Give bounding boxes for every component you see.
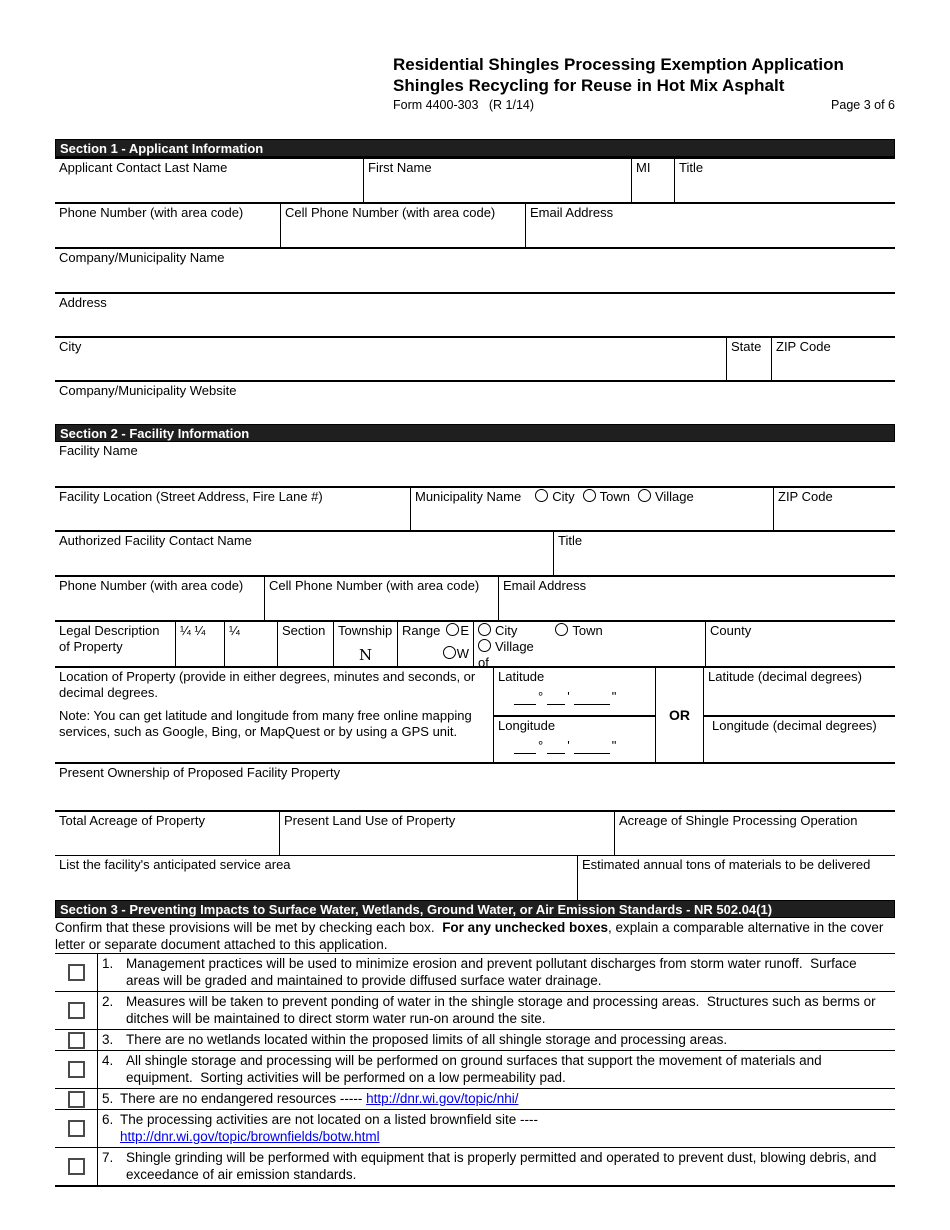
item-text-content: The processing activities are not located on a listed brownfield site ---- [120,1112,538,1127]
radio-icon [478,639,491,652]
item-text-content: There are no endangered resources ----- [120,1091,367,1106]
checklist-row [55,1029,895,1050]
field-service-area[interactable] [55,856,577,900]
radio-icon [535,489,548,502]
radio-label: Town [572,623,603,638]
intro-text: Confirm that these provisions will be met by checking each box. [55,920,443,935]
checkbox[interactable] [68,1002,85,1019]
radio-icon [638,489,651,502]
field-label: ¼ [229,623,240,638]
field-facility-contact-name[interactable] [55,532,553,575]
field-company-name[interactable] [55,249,895,292]
field-facility-name[interactable] [55,442,895,486]
checklist-text-cell [97,1051,895,1088]
form-number: Form 4400-303 (R 1/14) [393,98,535,112]
location-note: Note: You can get latitude and longitude from many free online mapping services, such as Google, Bing, or MapQuest or by using a GPS unit. [59,708,472,739]
field-longitude-decimal[interactable] [704,715,895,762]
checkbox[interactable] [68,1061,85,1078]
field-quarter[interactable] [224,622,277,666]
section3-items [55,953,895,1187]
page-header [55,0,895,139]
minute-symbol: ' [567,737,570,753]
radio-icon [583,489,596,502]
section1-header: Section 1 - Applicant Information [55,139,895,157]
field-label: State [731,339,762,354]
radio-label: Village [654,489,694,504]
item-text-content: Measures will be taken to prevent ponding of water in the shingle storage and processing areas. Structures such as berms or ditches will be maintained to direct storm water run-on around the site. [126,994,876,1026]
field-zip[interactable] [771,338,895,380]
radio-icon [555,623,568,636]
field-label: Facility Name [59,443,138,458]
field-facility-cell-phone[interactable] [264,577,498,620]
radio-label: W [456,646,469,661]
field-latitude-decimal[interactable] [704,668,895,715]
field-label: Present Ownership of Proposed Facility Property [59,765,341,780]
field-shingle-acreage[interactable] [614,812,895,855]
checklist-text-cell [97,1148,895,1185]
latitude-dms-blanks[interactable] [498,689,651,705]
item-number: 6. [102,1112,114,1127]
location-text: Location of Property (provide in either degrees, minutes and seconds, or decimal degrees. [59,669,476,700]
field-present-ownership[interactable] [55,764,895,810]
checklist-text-cell [97,954,895,991]
field-label: Phone Number (with area code) [59,205,244,220]
field-label: ZIP Code [776,339,831,354]
field-label: Municipality Name [415,489,522,504]
checkbox-cell [55,954,97,991]
checklist-text-cell [97,1089,895,1109]
checklist-text-cell [97,992,895,1029]
radio-label: Village [495,639,534,654]
field-label: Facility Location (Street Address, Fire Lane #) [59,489,323,504]
field-label: ZIP Code [778,489,833,504]
degree-symbol: ° [538,689,544,704]
checkbox-cell [55,1110,97,1147]
radio-town[interactable] [583,489,630,504]
section3-intro [55,918,895,953]
checklist-text-cell [97,1030,895,1050]
radio-icon [478,623,491,636]
radio-legal-town[interactable] [555,623,602,638]
field-label: Latitude [498,669,545,684]
field-label: Legal Description of Property [59,623,160,654]
field-label: Latitude (decimal degrees) [708,669,862,684]
or-label: OR [655,668,703,762]
radio-label: E [460,623,469,638]
field-label: Company/Municipality Name [59,250,225,265]
checkbox-cell [55,1089,97,1109]
item-number: 3. [102,1032,114,1047]
field-county[interactable] [705,622,895,666]
item-number: 4. [102,1053,114,1068]
field-mi[interactable] [631,159,674,202]
location-of-property-label [55,668,493,762]
field-facility-zip[interactable] [773,488,895,530]
field-label: Cell Phone Number (with area code) [285,205,496,220]
field-label: Title [679,160,704,175]
item-link[interactable]: http://dnr.wi.gov/topic/brownfields/botw.html [120,1129,380,1144]
field-title[interactable] [674,159,895,202]
checklist-row [55,1050,895,1088]
field-municipality-name[interactable] [410,488,773,530]
checklist-row [55,1147,895,1185]
minute-symbol: ' [567,689,570,704]
radio-icon [443,646,456,659]
item-number: 5. [102,1091,114,1106]
checkbox[interactable] [68,1120,85,1137]
checkbox-cell [55,992,97,1029]
field-label: City [59,339,82,354]
field-facility-location[interactable] [55,488,410,530]
field-facility-phone[interactable] [55,577,264,620]
field-label: First Name [368,160,432,175]
field-first-name[interactable] [363,159,631,202]
field-label: MI [636,160,651,175]
field-label: Acreage of Shingle Processing Operation [619,813,858,828]
field-township[interactable] [333,622,397,666]
field-label: Longitude [498,717,556,733]
checkbox[interactable] [68,964,85,981]
of-label: of [478,655,489,666]
field-label: Present Land Use of Property [284,813,456,828]
checkbox[interactable] [68,1158,85,1175]
field-applicant-last-name[interactable] [55,159,363,202]
radio-city[interactable] [535,489,574,504]
field-phone[interactable] [55,204,280,247]
field-total-acreage[interactable] [55,812,279,855]
radio-village[interactable] [638,489,694,504]
field-label: Longitude (decimal degrees) [712,717,877,733]
lat-long-dms-box [493,668,655,762]
radio-range-east[interactable] [446,623,469,639]
item-text-content: There are no wetlands located within the proposed limits of all shingle storage and processing areas. [126,1032,728,1047]
checklist-row [55,953,895,991]
checkbox[interactable] [68,1032,85,1049]
item-number: 7. [102,1150,114,1165]
section3-header: Section 3 - Preventing Impacts to Surface Water, Wetlands, Ground Water, or Air Emission Standards - NR 502.04(1) [55,900,895,918]
field-label: Address [59,295,107,310]
radio-label: City [552,489,575,504]
form-title-line1: Residential Shingles Processing Exemption Application [393,55,844,74]
item-number: 1. [102,956,114,971]
radio-label: City [495,623,518,638]
field-label: Authorized Facility Contact Name [59,533,252,548]
field-land-use[interactable] [279,812,614,855]
field-label: Email Address [530,205,614,220]
field-quarter-quarter[interactable] [175,622,224,666]
lat-long-decimal-box [703,668,895,762]
field-longitude-dms[interactable] [494,715,655,762]
field-range[interactable] [397,622,473,666]
degree-symbol: ° [538,737,544,753]
intro-text: , explain a comparable alternative in the cover letter or separate document attached to this application. [55,920,884,952]
field-label: Range [402,623,441,638]
checkbox-cell [55,1030,97,1050]
field-label: Applicant Contact Last Name [59,160,228,175]
field-label: Email Address [503,578,587,593]
field-cell-phone[interactable] [280,204,525,247]
longitude-dms-blanks[interactable] [498,738,651,754]
radio-label: Town [599,489,630,504]
field-latitude-dms[interactable] [494,668,655,715]
field-facility-contact-title[interactable] [553,532,895,575]
second-symbol: " [611,689,617,704]
checkbox-cell [55,1148,97,1185]
field-city[interactable] [55,338,726,380]
field-state[interactable] [726,338,771,380]
checklist-text-cell [97,1110,895,1147]
field-city-town-village[interactable] [473,622,705,666]
page-indicator: Page 3 of 6 [831,98,895,112]
township-direction: N [358,646,373,664]
field-label: Company/Municipality Website [59,383,237,398]
field-label: Estimated annual tons of materials to be delivered [582,857,871,872]
second-symbol: " [611,737,617,753]
checkbox-cell [55,1051,97,1088]
field-label: Phone Number (with area code) [59,578,244,593]
field-email[interactable] [525,204,895,247]
intro-bold-text: For any unchecked boxes [442,920,608,935]
item-text-content: Shingle grinding will be performed with equipment that is properly permitted and operated to prevent dust, blowing debris, and exceedance of air emission standards. [126,1150,877,1182]
item-text-content: Management practices will be used to minimize erosion and prevent pollutant discharges from storm water runoff. Surface areas will be graded and maintained to provide diffused surface water drainage. [126,956,857,988]
section2-header: Section 2 - Facility Information [55,424,895,442]
radio-range-west[interactable] [443,646,469,662]
item-text-content: All shingle storage and processing will be performed on ground surfaces that support the movement of materials and equipment. Sorting activities will be performed on a low permeability pad. [126,1053,822,1085]
radio-icon [446,623,459,636]
radio-legal-city[interactable] [478,623,517,638]
field-annual-tons[interactable] [577,856,895,900]
field-company-website[interactable] [55,382,895,424]
field-address[interactable] [55,294,895,336]
field-label: ¼ ¼ [180,623,206,638]
checklist-row [55,1109,895,1147]
legal-description-label [55,622,175,666]
field-section[interactable] [277,622,333,666]
field-label: Township [338,623,393,638]
form-title-line2: Shingles Recycling for Reuse in Hot Mix Asphalt [393,76,785,95]
checklist-row [55,991,895,1029]
field-label: Section [282,623,326,638]
field-label: Title [558,533,583,548]
checkbox[interactable] [68,1091,85,1108]
checklist-row [55,1088,895,1109]
field-label: County [710,623,752,638]
field-facility-email[interactable] [498,577,895,620]
radio-legal-village[interactable] [478,639,534,654]
field-label: Cell Phone Number (with area code) [269,578,480,593]
field-label: Total Acreage of Property [59,813,205,828]
item-link[interactable]: http://dnr.wi.gov/topic/nhi/ [366,1091,519,1106]
field-label: List the facility's anticipated service area [59,857,291,872]
item-number: 2. [102,994,114,1009]
